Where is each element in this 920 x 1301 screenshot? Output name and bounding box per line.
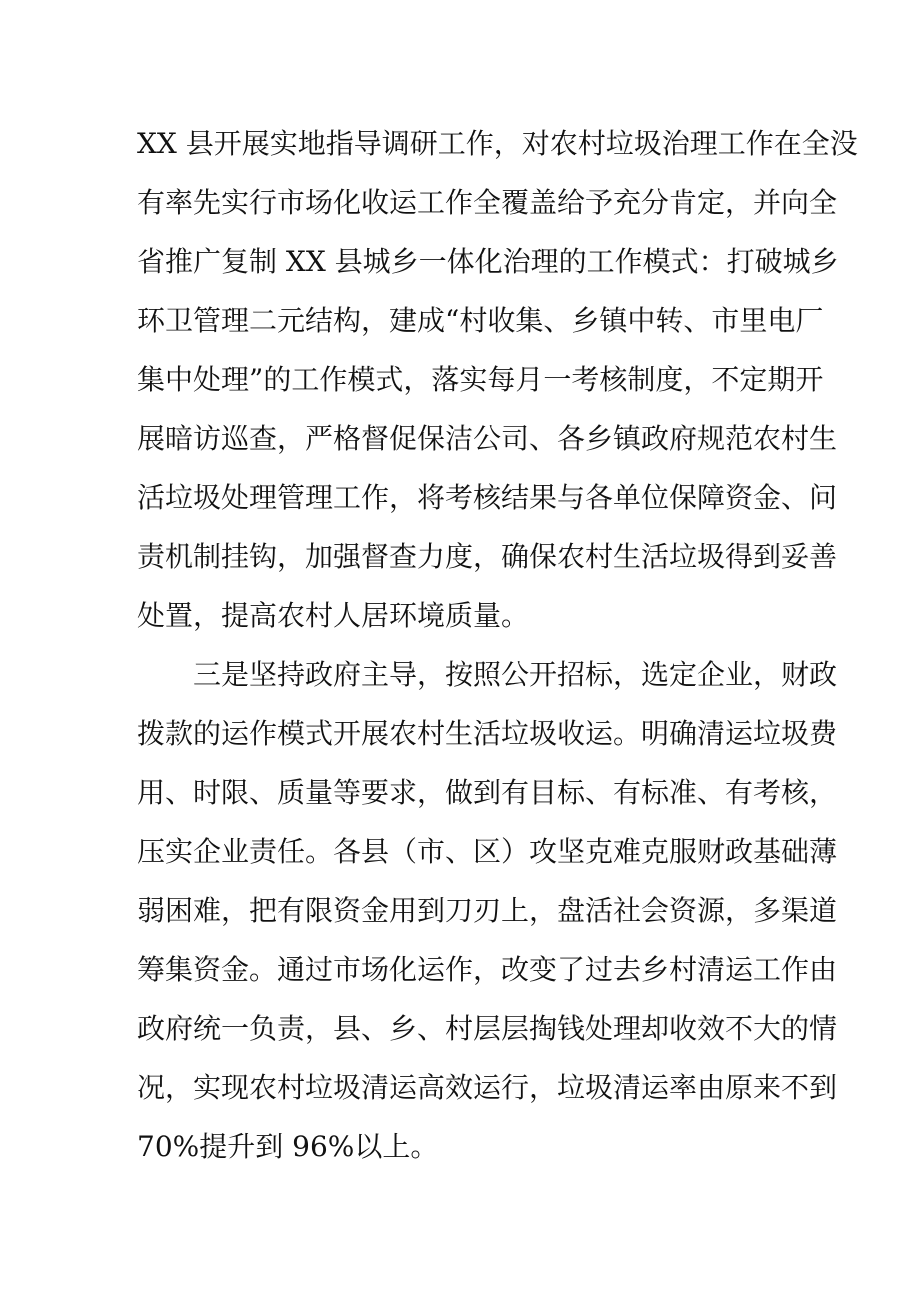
text-line-first: 三是坚持政府主导，按照公开招标，选定企业，财政 <box>193 658 838 691</box>
text-line: XX 县开展实地指导调研工作，对农村垃圾治理工作在全没 <box>137 127 858 160</box>
text-line: 省推广复制 XX 县城乡一体化治理的工作模式：打破城乡 <box>137 245 839 278</box>
text-line: 筹集资金。通过市场化运作，改变了过去乡村清运工作由 <box>137 953 838 986</box>
text-line: 压实企业责任。各县（市、区）攻坚克难克服财政基础薄 <box>137 835 838 868</box>
text-line: 弱困难，把有限资金用到刀刃上，盘活社会资源，多渠道 <box>137 894 838 927</box>
text-line: 环卫管理二元结构，建成“村收集、乡镇中转、市里电厂 <box>137 304 824 337</box>
text-line: 展暗访巡查，严格督促保洁公司、各乡镇政府规范农村生 <box>137 422 838 455</box>
text-line: 拨款的运作模式开展农村生活垃圾收运。明确清运垃圾费 <box>137 717 838 750</box>
text-line: 有率先实行市场化收运工作全覆盖给予充分肯定，并向全 <box>137 186 838 219</box>
text-line: 集中处理”的工作模式，落实每月一考核制度，不定期开 <box>137 363 824 396</box>
text-line: 况，实现农村垃圾清运高效运行，垃圾清运率由原来不到 <box>137 1071 838 1104</box>
text-line: 政府统一负责，县、乡、村层层掏钱处理却收效不大的情 <box>137 1012 838 1045</box>
text-line: 用、时限、质量等要求，做到有目标、有标准、有考核， <box>137 776 838 809</box>
text-line: 活垃圾处理管理工作，将考核结果与各单位保障资金、问 <box>137 481 838 514</box>
text-line-last: 70%提升到 96%以上。 <box>137 1130 439 1163</box>
text-line: 责机制挂钩，加强督查力度，确保农村生活垃圾得到妥善 <box>137 540 838 573</box>
text-line-last: 处置，提高农村人居环境质量。 <box>137 599 530 632</box>
